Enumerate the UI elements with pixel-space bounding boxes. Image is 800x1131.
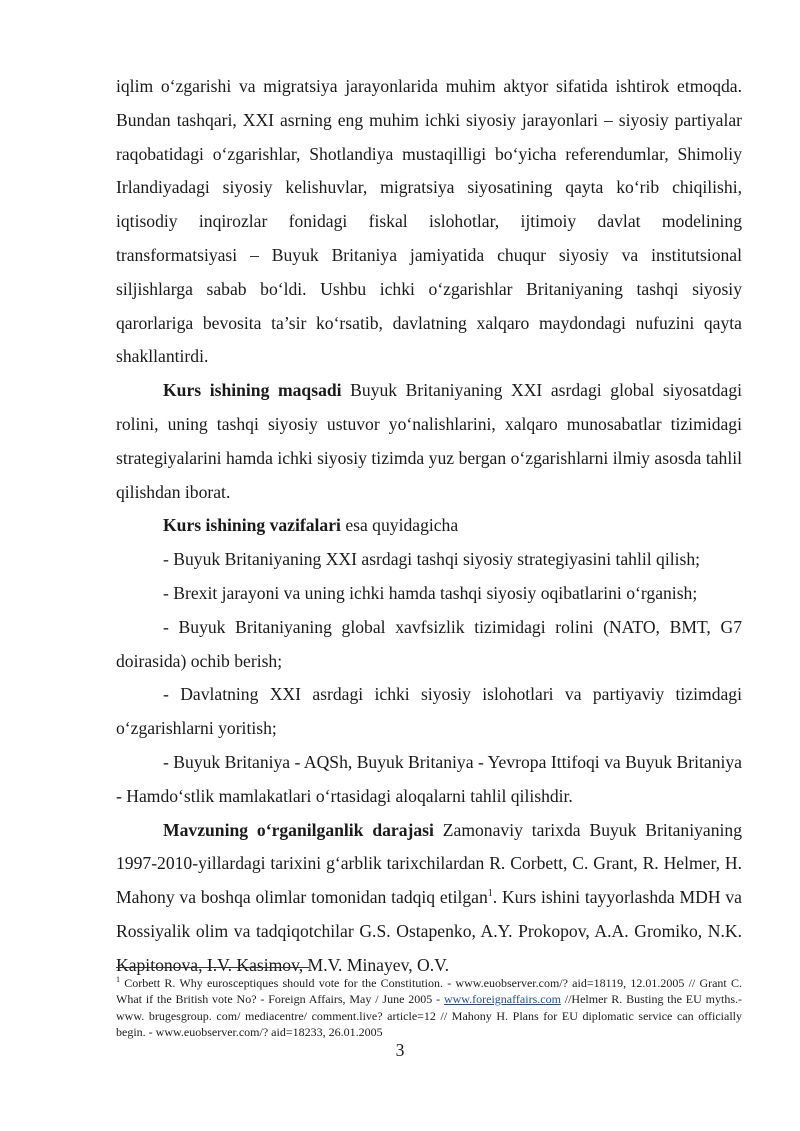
body-text [116,70,742,983]
task-item: - Buyuk Britaniyaning global xavfsizlik tizimidagi rolini (NATO, BMT, G7 doirasida) ochib berish; [116,616,742,671]
goal-heading: Kurs ishining maqsadi [163,380,342,401]
footnote-mark: 1 [116,975,120,984]
paragraph-goal [116,374,742,509]
footnote-text-cont: //Helmer R. Busting the EU myths.- www. brugesgroup. com/ mediacentre/ comment.live? article=12 // Mahony H. Plans for EU diplomatic service can officially begin. - www.euobserver.com/? aid=18233, 26.01.2005 [116,992,742,1039]
footnote-text: Corbett R. Why eurosceptiques should vote for the Constitution. - www.euobserver.com/? aid=18119, 12.01.2005 // Grant C. What if the British vote No? - Foreign Affairs, May / June 2005 - [116,976,742,1007]
task-item: - Buyuk Britaniyaning XXI asrdagi tashqi siyosiy strategiyasini tahlil qilish; [163,549,701,570]
paragraph-study-level [116,814,742,983]
task-item: - Brexit jarayoni va uning ichki hamda tashqi siyosiy oqibatlarini o‘rganish; [163,582,698,603]
study-level-heading: Mavzuning o‘rganilganlik darajasi [163,819,434,840]
tasks-heading: Kurs ishining vazifalari [163,515,341,536]
task-item: - Davlatning XXI asrdagi ichki siyosiy islohotlari va partiyaviy tizimdagi o‘zgarishlarni yoritish; [116,684,742,739]
footnote-link[interactable]: www.foreignaffairs.com [443,992,561,1007]
footnote-reference[interactable]: 1 [487,888,493,900]
footnote [116,975,742,1040]
paragraph-intro: iqlim o‘zgarishi va migratsiya jarayonlarida muhim aktyor sifatida ishtirok etmoqda. Bundan tashqari, XXI asrning eng muhim ichki siyosiy jarayonlari – siyosiy partiyalar raqobatidagi o‘zgarishlar, Shotlandiya mustaqilligi bo‘yicha referendumlar, Shimoliy Irlandiyadagi siyosiy kelishuvlar, migratsiya siyosatining qayta ko‘rib chiqilishi, iqtisodiy inqirozlar fonidagi fiskal islohotlar, ijtimoiy davlat modelining transformatsiyasi – Buyuk Britaniya jamiyatida chuqur siyosiy va institutsional siljishlarga sabab bo‘ldi. Ushbu ichki o‘zgarishlar Britaniyaning tashqi siyosiy qarorlariga bevosita ta’sir ko‘rsatib, davlatning xalqaro maydondagi nufuzini qayta shakllantirdi. [116,76,742,367]
page-number: 3 [395,1040,405,1060]
paragraph-tasks-heading [116,509,742,543]
study-level-text: Zamonaviy tarixda Buyuk Britaniyaning 1997-2010-yillardagi tarixini g‘arblik tarixchilardan R. Corbett, C. Grant, R. Helmer, H. Mahony va boshqa olimlar tomonidan tadqiq etilgan [116,819,742,908]
tasks-intro-text: esa quyidagicha [340,515,459,536]
footnote-separator [116,967,309,968]
task-item: - Buyuk Britaniya - AQSh, Buyuk Britaniya - Yevropa Ittifoqi va Buyuk Britaniya - Hamdo‘stlik mamlakatlari o‘rtasidagi aloqalarni tahlil qilishdir. [116,751,742,806]
goal-text: Buyuk Britaniyaning XXI asrdagi global siyosatdagi rolini, uning tashqi siyosiy ustuvor yo‘nalishlarini, xalqaro munosabatlar tizimidagi strategiyalarini hamda ichki siyosiy tizimda yuz bergan o‘zgarishlarni ilmiy asosda tahlil qilishdan iborat. [116,380,743,502]
study-level-text-cont: . Kurs ishini tayyorlashda MDH va Rossiyalik olim va tadqiqotchilar G.S. Ostapenko, A.Y. Prokopov, A.A. Gromiko, N.K. Kapitonova, I.V. Kasimov, M.V. Minayev, O.V. [116,887,742,975]
